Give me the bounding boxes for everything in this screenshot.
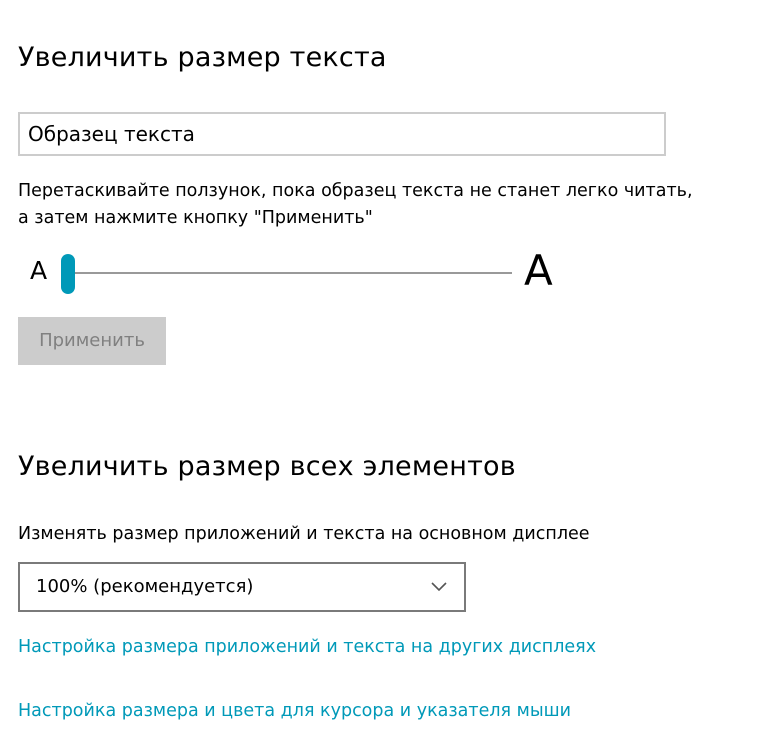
apply-button[interactable]: Применить: [18, 317, 166, 365]
cursor-settings-link[interactable]: Настройка размера и цвета для курсора и указателя мыши: [18, 701, 572, 721]
text-size-slider-thumb[interactable]: [61, 254, 75, 294]
scale-dropdown-label: Изменять размер приложений и текста на основном дисплее: [18, 524, 590, 544]
slider-min-label: A: [30, 256, 48, 285]
sample-text-box: Образец текста: [18, 112, 666, 156]
chevron-down-icon: [430, 577, 448, 595]
scale-dropdown-value: 100% (рекомендуется): [36, 576, 254, 597]
slider-max-label: A: [524, 246, 553, 295]
slider-description: Перетаскивайте ползунок, пока образец текста не станет легко читать, а затем нажмите кнопку "Применить": [18, 181, 693, 228]
scale-dropdown[interactable]: [18, 562, 466, 612]
other-displays-link[interactable]: Настройка размера приложений и текста на других дисплеях: [18, 637, 597, 657]
text-size-title: Увеличить размер текста: [18, 42, 387, 73]
text-size-slider-track[interactable]: [68, 272, 512, 274]
all-size-title: Увеличить размер всех элементов: [18, 451, 516, 482]
